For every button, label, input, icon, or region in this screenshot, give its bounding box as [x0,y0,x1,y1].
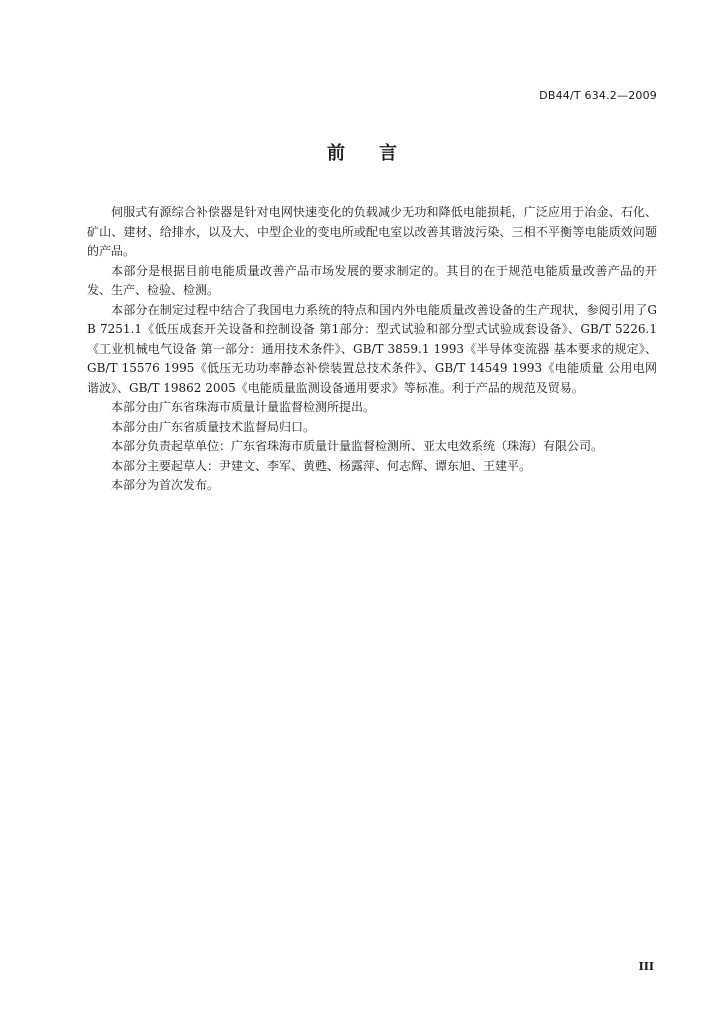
paragraph-proposer: 本部分由广东省珠海市质量计量监督检测所提出。 [111,400,376,414]
page-title [0,139,724,165]
paragraph-drafters: 本部分主要起草人：尹建文、李军、黄甦、杨露萍、何志辉、谭东旭、王建平。 [111,458,532,473]
paragraph-intro: 伺服式有源综合补偿器是针对电网快速变化的负载减少无功和降低电能损耗，广泛应用于冶金、石化、矿山、建材、给排水，以及大、中型企业的变电所或配电室以改善其谐波污染、三相不平衡等电能质效问题的产品。 [87,205,657,258]
paragraph-drafting-units: 本部分负责起草单位：广东省珠海市质量计量监督检测所、亚太电效系统（珠海）有限公司。 [111,439,604,453]
paragraph-first-release: 本部分为首次发布。 [111,478,220,492]
page-number: III [638,960,654,973]
paragraph-purpose: 本部分是根据目前电能质量改善产品市场发展的要求制定的。其目的在于规范电能质量改善产品的开发、生产、检验、检测。 [87,263,657,297]
paragraph-references: 本部分在制定过程中结合了我国电力系统的特点和国内外电能质量改善设备的生产现状，参阅引用了GB 7251.1《低压成套开关设备和控制设备 第1部分：型式试验和部分型式试验成套设备》、GB/T 5226.1《工业机械电气设备 第一部分：通用技术条件》、GB/T 3859.1 1993《半导体变流器 基本要求的规定》、GB/T 15576 1995《低压无功功率静态补偿装置总技术条件》、GB/T 14549 1993《电能质量 公用电网谐波》、GB/T 19862 2005《电能质量监测设备通用要求》等标准。利于产品的规范及贸易。 [87,302,657,395]
title-char-2: 言 [379,143,397,164]
standard-code: DB44/T 634.2—2009 [539,89,657,102]
foreword-body [87,203,657,496]
paragraph-administrator: 本部分由广东省质量技术监督局归口。 [111,419,316,434]
title-char-1: 前 [327,143,345,164]
